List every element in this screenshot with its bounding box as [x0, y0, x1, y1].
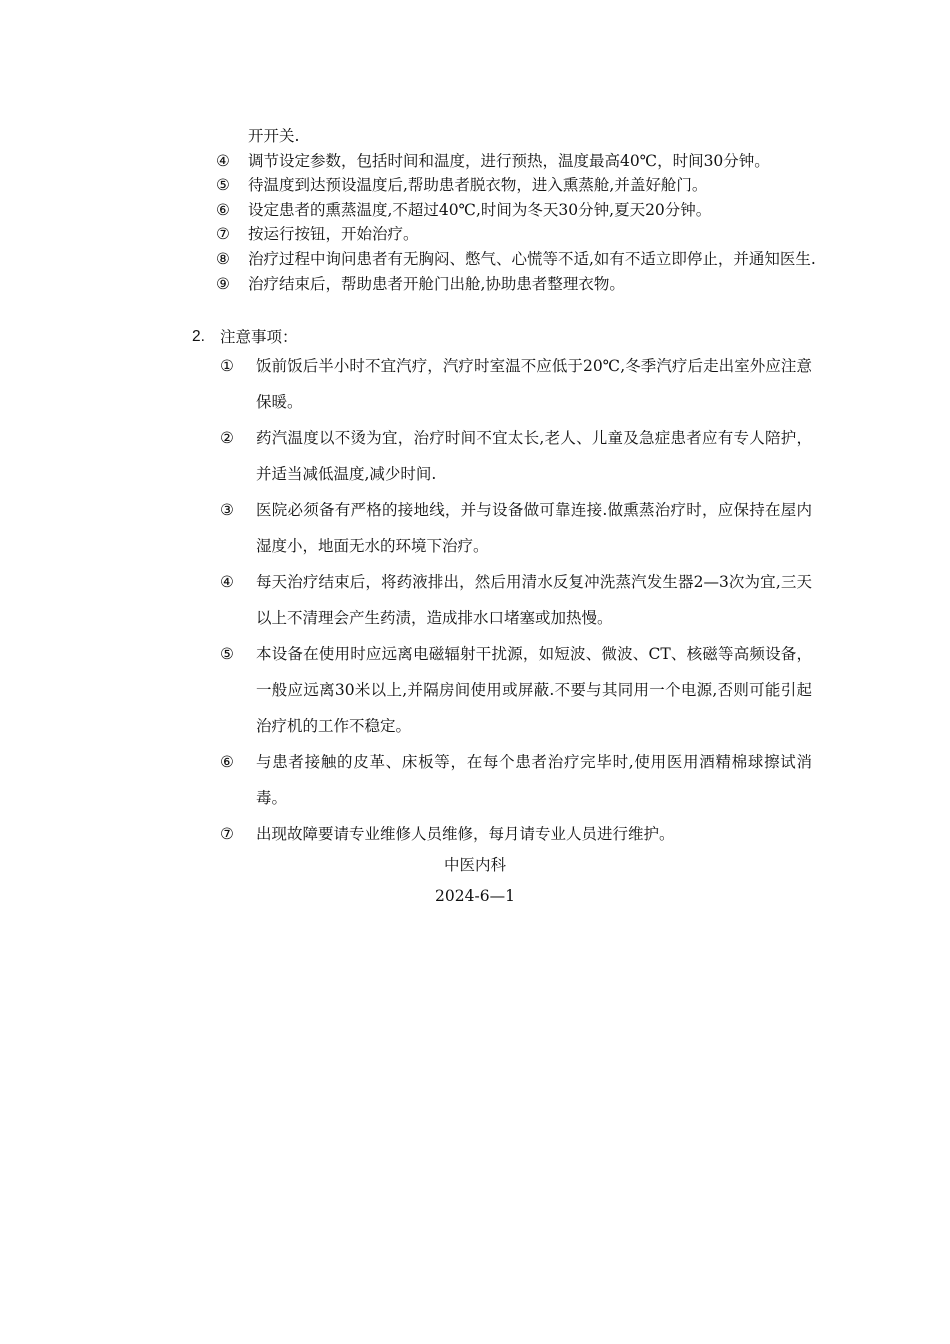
- note-text: 出现故障要请专业维修人员维修，每月请专业人员进行维护。: [256, 825, 675, 843]
- section-heading: [192, 325, 298, 349]
- step-text: 按运行按钮，开始治疗。: [248, 225, 419, 244]
- note-text: 医院必须备有严格的接地线，并与设备做可靠连接.做熏蒸治疗时，应保持在屋内湿度小，地面无水的环境下治疗。: [256, 501, 812, 555]
- step-text: 调节设定参数，包括时间和温度，进行预热，温度最高40℃，时间30分钟。: [248, 151, 770, 170]
- list-item: [220, 744, 812, 816]
- note-number: ⑦: [220, 825, 234, 843]
- list-item: [216, 198, 816, 223]
- list-item: [216, 173, 816, 198]
- procedure-steps: [216, 124, 816, 296]
- list-item: [216, 222, 816, 247]
- note-number: ⑤: [220, 645, 234, 663]
- step-text: 治疗过程中询问患者有无胸闷、憋气、心慌等不适,如有不适立即停止，并通知医生.: [248, 249, 816, 268]
- step-number: ⑨: [216, 274, 230, 293]
- step-number: ⑧: [216, 249, 230, 268]
- note-number: ⑥: [220, 753, 234, 771]
- list-item: [216, 149, 816, 174]
- list-item: [220, 420, 812, 492]
- note-number: ②: [220, 429, 234, 447]
- list-item: [220, 492, 812, 564]
- step-number: ④: [216, 151, 230, 170]
- note-number: ①: [220, 357, 234, 375]
- step-text: 治疗结束后，帮助患者开舱门出舱,协助患者整理衣物。: [248, 274, 625, 293]
- section-number: 2.: [192, 328, 205, 345]
- signature-department: 中医内科: [443, 856, 506, 874]
- step-number: ⑦: [216, 225, 230, 244]
- note-number: ③: [220, 501, 234, 519]
- signature-date: 2024-6—1: [435, 887, 515, 905]
- list-item: [220, 636, 812, 744]
- note-number: ④: [220, 573, 234, 591]
- step-continuation: [216, 124, 816, 149]
- step-number: ⑤: [216, 176, 230, 195]
- list-item: [220, 564, 812, 636]
- list-item: [216, 247, 816, 272]
- note-text: 本设备在使用时应远离电磁辐射干扰源，如短波、微波、CT、核磁等高频设备，一般应远离30米以上,并隔房间使用或屏蔽.不要与其同用一个电源,否则可能引起治疗机的工作不稳定。: [256, 645, 812, 735]
- note-text: 每天治疗结束后，将药液排出，然后用清水反复冲洗蒸汽发生器2—3次为宜,三天以上不清理会产生药渍，造成排水口堵塞或加热慢。: [256, 573, 812, 627]
- section-title: 注意事项：: [220, 328, 298, 346]
- step-number: ⑥: [216, 200, 230, 219]
- list-item: [220, 816, 812, 852]
- step-text: 开开关.: [248, 127, 300, 145]
- note-text: 与患者接触的皮革、床板等，在每个患者治疗完毕时,使用医用酒精棉球擦试消毒。: [256, 753, 812, 807]
- step-text: 待温度到达预设温度后,帮助患者脱衣物，进入熏蒸舱,并盖好舱门。: [248, 176, 708, 195]
- precautions-list: [220, 348, 812, 852]
- note-text: 饭前饭后半小时不宜汽疗，汽疗时室温不应低于20℃,冬季汽疗后走出室外应注意保暖。: [256, 357, 812, 411]
- step-text: 设定患者的熏蒸温度,不超过40℃,时间为冬天30分钟,夏天20分钟。: [248, 200, 712, 219]
- list-item: [216, 272, 816, 297]
- list-item: [220, 348, 812, 420]
- note-text: 药汽温度以不烫为宜，治疗时间不宜太长,老人、儿童及急症患者应有专人陪护，并适当减低温度,减少时间.: [256, 429, 812, 483]
